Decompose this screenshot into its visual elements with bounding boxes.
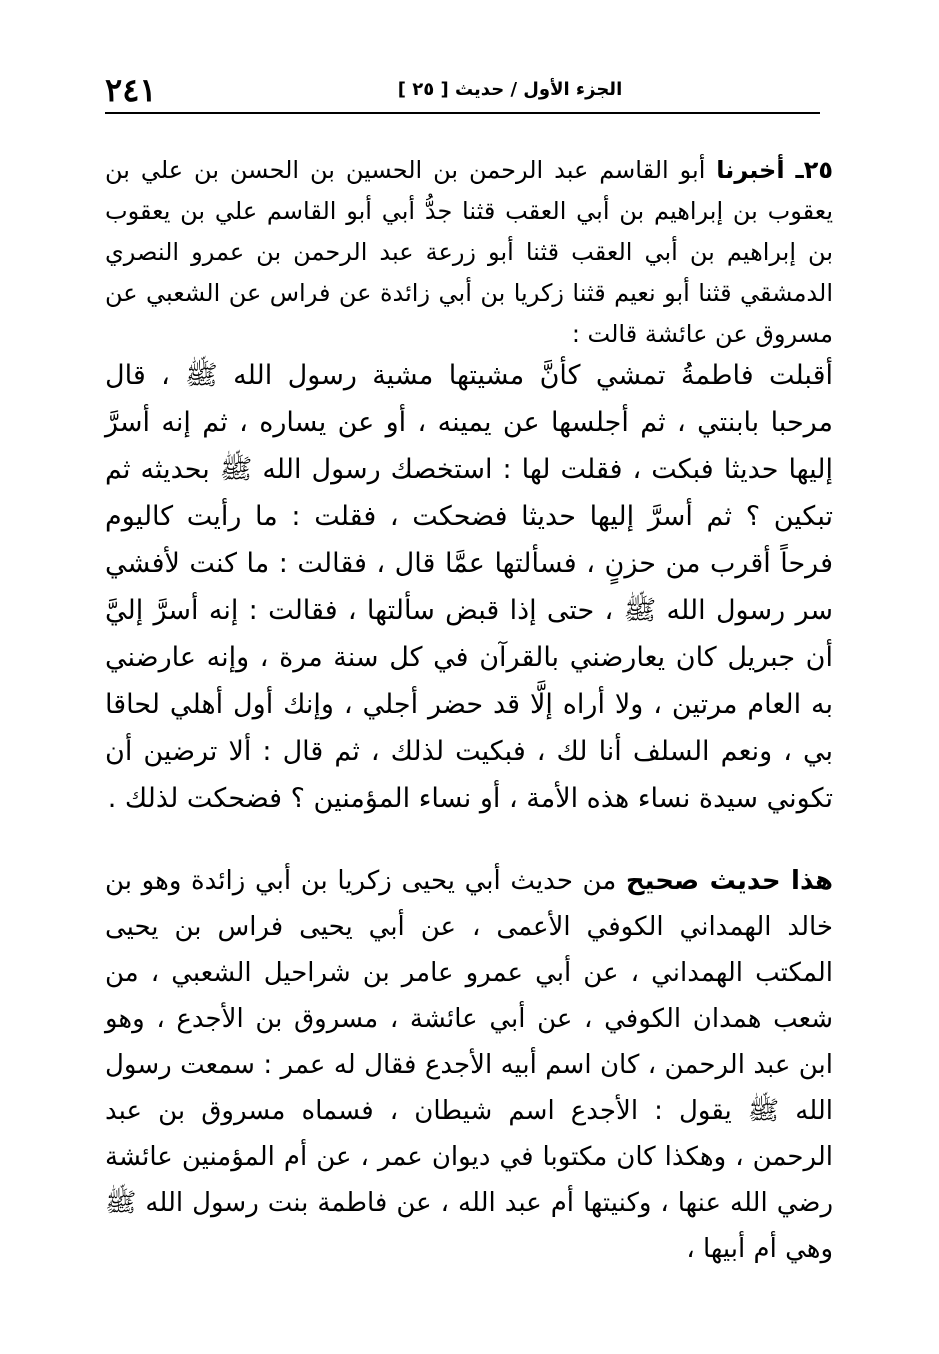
page-number: ٢٤١ [105, 71, 157, 109]
header-divider [105, 112, 820, 114]
commentary-text: من حديث أبي يحيى زكريا بن أبي زائدة وهو بن خالد الهمداني الكوفي الأعمى ، عن أبي يحيى فراس بن يحيى المكتب الهمداني ، عن أبي عمرو عامر بن شراحيل الشعبي ، من شعب همدان الكوفي ، عن أبي عائشة ، مسروق بن الأجدع ، وهو ابن عبد الرحمن ، كان اسم أبيه الأجدع فقال له عمر : سمعت رسول الله ﷺ يقول : الأجدع اسم شيطان ، فسماه مسروق بن عبد الرحمن ، وهكذا كان مكتوبا في ديوان عمر ، عن أم المؤمنين عائشة رضي الله عنها ، وكنيتها أم عبد الله ، عن فاطمة بنت رسول الله ﷺ وهي أم أبيها ، [105, 866, 833, 1264]
commentary-lead: هذا حديث صحيح [625, 866, 833, 896]
matn-text: أقبلت فاطمةُ تمشي كأنَّ مشيتها مشية رسول الله ﷺ ، قال مرحبا بابنتي ، ثم أجلسها عن يمينه ، أو عن يساره ، ثم إنه أسرَّ إليها حديثا فبكت ، فقلت لها : استخصك رسول الله ﷺ بحديثه ثم تبكين ؟ ثم أسرَّ إليها حديثا فضحكت ، فقلت : ما رأيت كاليوم فرحاً أقرب من حزنٍ ، فسألتها عمَّا قال ، فقالت : ما كنت لأفشي سر رسول الله ﷺ ، حتى إذا قبض سألتها ، فقالت : إنه أسرَّ إليَّ أن جبريل كان يعارضني بالقرآن في كل سنة مرة ، وإنه عارضني به العام مرتين ، ولا أراه إلَّا قد حضر أجلي ، وإنك أول أهلي لحاقا بي ، ونعم السلف أنا لك ، فبكيت لذلك ، ثم قال : ألا ترضين أن تكوني سيدة نساء هذه الأمة ، أو نساء المؤمنين ؟ فضحكت لذلك . [105, 360, 833, 814]
commentary-paragraph [105, 858, 833, 1272]
running-title: الجزء الأول / حديث [ ٢٥ ] [397, 79, 623, 100]
hadith-isnad-paragraph [105, 150, 833, 355]
akhbarana-word: أخبرنا [716, 156, 785, 184]
hadith-matn-paragraph [105, 352, 833, 822]
page-header [105, 68, 820, 112]
isnad-text: أبو القاسم عبد الرحمن بن الحسين بن الحسن بن علي بن يعقوب بن إبراهيم بن أبي العقب قثنا جدُّ أبي أبو القاسم علي بن يعقوب بن إبراهيم بن أبي العقب قثنا أبو زرعة عبد الرحمن بن عمرو النصري الدمشقي قثنا أبو نعيم قثنا زكريا بن أبي زائدة عن فراس عن الشعبي عن مسروق عن عائشة قالت : [105, 156, 833, 348]
hadith-number: ٢٥ـ [795, 156, 833, 184]
